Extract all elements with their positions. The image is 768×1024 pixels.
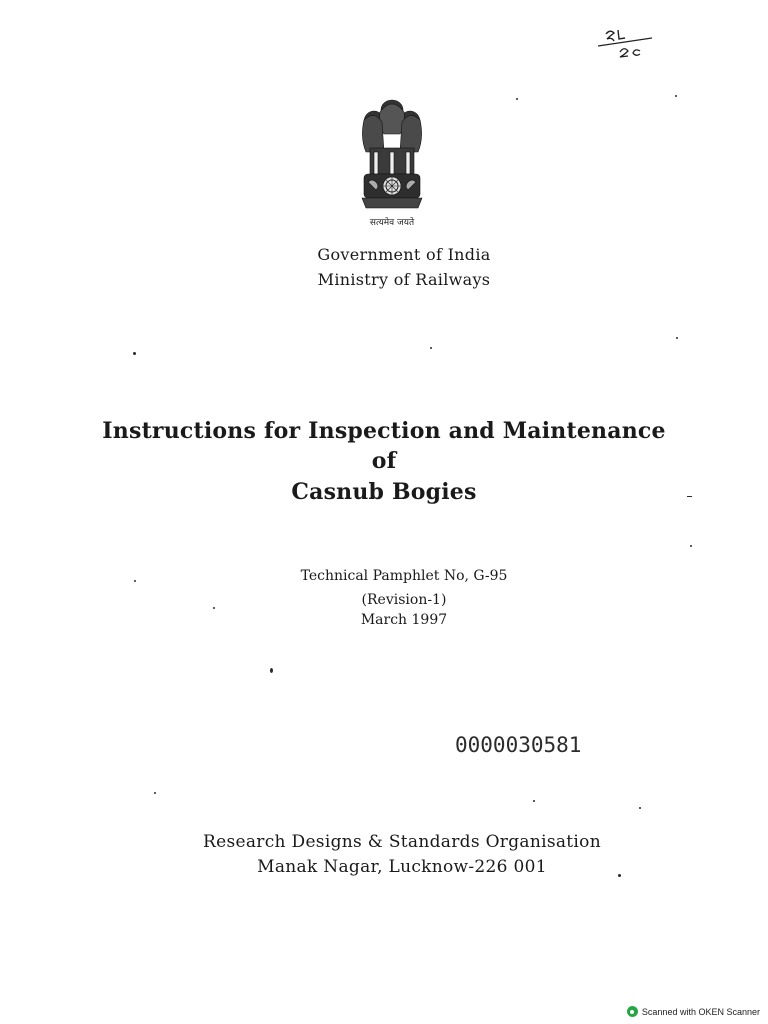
organisation-name: Research Designs & Standards Organisation bbox=[203, 832, 601, 852]
pamphlet-revision: (Revision-1) bbox=[361, 592, 447, 608]
ministry-name: Ministry of Railways bbox=[317, 270, 491, 289]
organisation-address: Manak Nagar, Lucknow-226 001 bbox=[257, 857, 547, 877]
document-title-line3: Casnub Bogies bbox=[291, 479, 477, 505]
scanner-badge-text: Scanned with OKEN Scanner bbox=[641, 1006, 760, 1017]
scan-speck bbox=[133, 352, 136, 355]
scanner-badge bbox=[627, 1006, 760, 1017]
handwritten-note bbox=[594, 24, 660, 64]
scan-speck bbox=[690, 545, 692, 547]
scan-speck bbox=[134, 580, 136, 582]
document-title-line2: of bbox=[371, 448, 397, 474]
scan-speck bbox=[213, 607, 215, 609]
scan-speck bbox=[675, 95, 677, 97]
scan-speck bbox=[618, 874, 621, 877]
scan-speck bbox=[676, 337, 678, 339]
document-title-line1: Instructions for Inspection and Maintenance bbox=[102, 418, 666, 444]
government-name: Government of India bbox=[317, 245, 491, 264]
scan-speck bbox=[639, 807, 641, 809]
serial-number-stamp: 0000030581 bbox=[455, 733, 582, 757]
scan-speck bbox=[687, 496, 692, 497]
svg-text:सत्यमेव जयते: सत्यमेव जयते bbox=[369, 218, 415, 228]
pamphlet-date: March 1997 bbox=[360, 612, 448, 628]
scan-speck bbox=[516, 98, 518, 100]
scan-speck bbox=[270, 668, 273, 673]
pamphlet-number: Technical Pamphlet No, G-95 bbox=[300, 568, 508, 584]
scan-speck bbox=[533, 800, 535, 802]
scan-speck bbox=[154, 792, 156, 794]
scan-speck bbox=[430, 347, 432, 349]
scanner-logo-icon bbox=[627, 1006, 638, 1017]
state-emblem-icon bbox=[352, 92, 432, 232]
